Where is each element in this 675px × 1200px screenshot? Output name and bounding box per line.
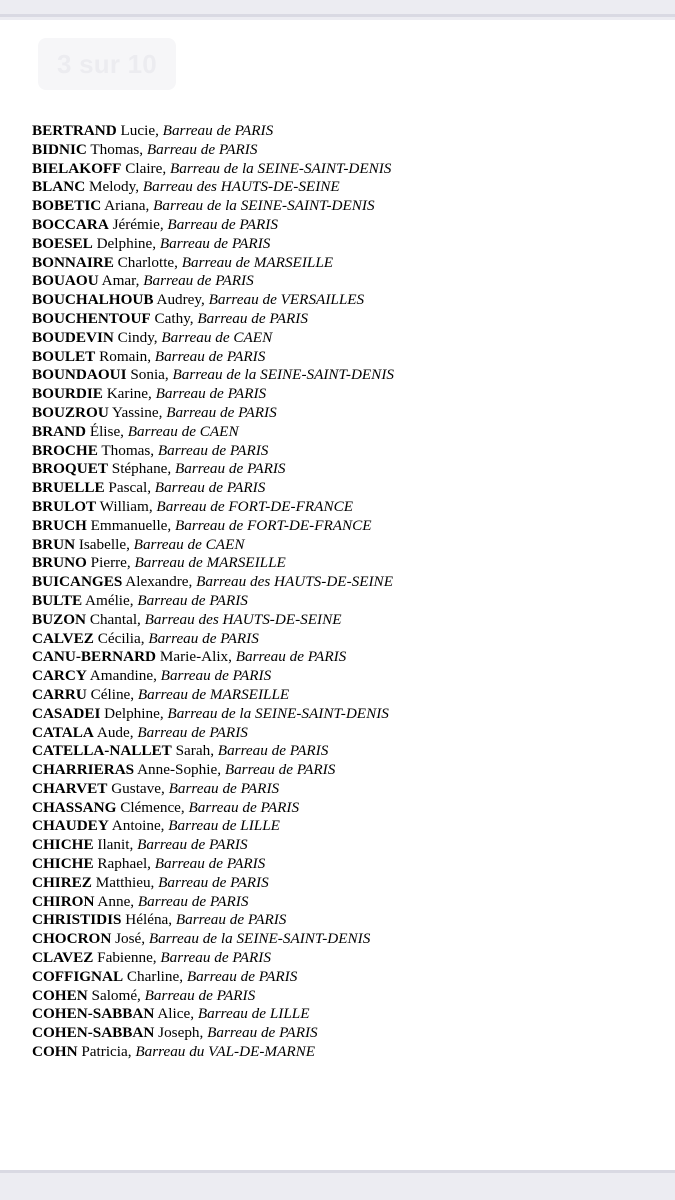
list-item <box>32 799 394 818</box>
entry-bar-association: Barreau de PARIS <box>159 234 271 252</box>
entry-surname: COFFIGNAL <box>32 967 124 985</box>
list-item <box>32 536 394 555</box>
entry-bar-association: Barreau de LILLE <box>168 817 280 835</box>
list-item <box>32 423 394 442</box>
entry-firstname: Delphine, <box>92 234 160 252</box>
entry-firstname: Pierre, <box>86 554 135 572</box>
entry-surname: BUZON <box>32 610 87 628</box>
list-item <box>32 178 394 197</box>
entry-firstname: Ariana, <box>101 197 154 215</box>
entry-bar-association: Barreau de la SEINE-SAINT-DENIS <box>172 366 394 384</box>
list-item <box>32 874 394 893</box>
list-item <box>32 404 394 423</box>
entry-surname: BOUNDAOUI <box>32 366 127 384</box>
entry-bar-association: Barreau de PARIS <box>154 479 266 497</box>
entry-surname: CATALA <box>32 723 94 741</box>
entry-bar-association: Barreau de PARIS <box>175 460 286 478</box>
entry-surname: COHEN-SABBAN <box>32 1024 155 1042</box>
entry-bar-association: Barreau du VAL-DE-MARNE <box>135 1043 316 1061</box>
list-item <box>32 254 394 273</box>
entry-bar-association: Barreau de PARIS <box>166 403 277 421</box>
list-item <box>32 1005 394 1024</box>
entry-firstname: Élise, <box>86 422 128 440</box>
entry-firstname: Claire, <box>121 159 170 177</box>
entry-surname: CHICHE <box>32 836 94 854</box>
entry-bar-association: Barreau de PARIS <box>154 347 266 365</box>
list-item <box>32 742 394 761</box>
entry-firstname: Anne, <box>94 892 138 910</box>
entry-firstname: Yassine, <box>108 403 167 421</box>
list-item <box>32 442 394 461</box>
entry-surname: CHARVET <box>32 779 108 797</box>
entry-surname: CHIRON <box>32 892 95 910</box>
entry-firstname: Amar, <box>98 272 144 290</box>
entry-surname: CHAUDEY <box>32 817 109 835</box>
list-item <box>32 1024 394 1043</box>
list-item <box>32 911 394 930</box>
entry-firstname: Pascal, <box>104 479 155 497</box>
bottom-toolbar-strip <box>0 1170 675 1200</box>
entry-bar-association: Barreau de FORT-DE-FRANCE <box>156 497 353 515</box>
list-item <box>32 141 394 160</box>
list-item <box>32 780 394 799</box>
entry-surname: BRUNO <box>32 554 87 572</box>
entry-surname: BRULOT <box>32 497 97 515</box>
list-item <box>32 987 394 1006</box>
entry-firstname: Ilanit, <box>93 836 138 854</box>
entry-bar-association: Barreau de PARIS <box>137 723 248 741</box>
lawyer-name-list <box>32 122 394 1062</box>
entry-bar-association: Barreau de MARSEILLE <box>137 685 290 703</box>
entry-firstname: Anne-Sophie, <box>134 761 225 779</box>
list-item <box>32 705 394 724</box>
entry-surname: BOUZROU <box>32 403 109 421</box>
list-item <box>32 348 394 367</box>
entry-firstname: William, <box>96 497 157 515</box>
list-item <box>32 930 394 949</box>
entry-bar-association: Barreau de VERSAILLES <box>208 291 365 309</box>
entry-bar-association: Barreau de PARIS <box>160 667 272 685</box>
entry-surname: BIDNIC <box>32 140 87 158</box>
list-item <box>32 216 394 235</box>
entry-surname: BRAND <box>32 422 87 440</box>
entry-firstname: Romain, <box>95 347 155 365</box>
list-item <box>32 893 394 912</box>
entry-firstname: Céline, <box>86 685 138 703</box>
entry-bar-association: Barreau de PARIS <box>137 892 249 910</box>
list-item <box>32 949 394 968</box>
entry-bar-association: Barreau de LILLE <box>197 1005 310 1023</box>
entry-surname: BOUDEVIN <box>32 328 114 346</box>
entry-bar-association: Barreau de PARIS <box>137 836 248 854</box>
list-item <box>32 836 394 855</box>
entry-bar-association: Barreau de CAEN <box>127 422 239 440</box>
entry-bar-association: Barreau de PARIS <box>167 215 278 233</box>
entry-surname: CHARRIERAS <box>32 761 135 779</box>
entry-firstname: Cindy, <box>113 328 162 346</box>
entry-bar-association: Barreau de PARIS <box>160 949 271 967</box>
entry-surname: BULTE <box>32 591 83 609</box>
list-item <box>32 160 394 179</box>
list-item <box>32 197 394 216</box>
entry-firstname: Patricia, <box>77 1043 136 1061</box>
entry-firstname: Fabienne, <box>93 949 161 967</box>
entry-surname: CHIREZ <box>32 873 92 891</box>
entry-bar-association: Barreau de PARIS <box>146 140 258 158</box>
list-item <box>32 648 394 667</box>
entry-firstname: Karine, <box>102 385 156 403</box>
entry-bar-association: Barreau de PARIS <box>217 742 329 760</box>
entry-bar-association: Barreau de la SEINE-SAINT-DENIS <box>169 159 392 177</box>
entry-surname: BOUCHALHOUB <box>32 291 154 309</box>
list-item <box>32 1043 394 1062</box>
entry-bar-association: Barreau de MARSEILLE <box>134 554 286 572</box>
entry-firstname: Alice, <box>154 1005 198 1023</box>
list-item <box>32 310 394 329</box>
entry-bar-association: Barreau de PARIS <box>157 441 269 459</box>
list-item <box>32 554 394 573</box>
list-item <box>32 817 394 836</box>
entry-surname: BOULET <box>32 347 96 365</box>
entry-surname: CATELLA-NALLET <box>32 742 172 760</box>
entry-bar-association: Barreau de PARIS <box>197 309 308 327</box>
list-item <box>32 630 394 649</box>
entry-firstname: Thomas, <box>97 441 158 459</box>
entry-bar-association: Barreau de PARIS <box>162 122 274 139</box>
entry-firstname: Gustave, <box>107 779 169 797</box>
entry-firstname: Joseph, <box>154 1024 208 1042</box>
entry-surname: CHOCRON <box>32 930 112 948</box>
list-item <box>32 235 394 254</box>
entry-firstname: Héléna, <box>121 911 176 929</box>
entry-bar-association: Barreau de FORT-DE-FRANCE <box>175 516 372 534</box>
top-toolbar-strip <box>0 0 675 20</box>
list-item <box>32 761 394 780</box>
entry-bar-association: Barreau de la SEINE-SAINT-DENIS <box>167 704 389 722</box>
entry-surname: BUICANGES <box>32 573 123 591</box>
entry-bar-association: Barreau de CAEN <box>133 535 245 553</box>
entry-firstname: Isabelle, <box>75 535 134 553</box>
entry-surname: CHRISTIDIS <box>32 911 122 929</box>
entry-firstname: Emmanuelle, <box>86 516 176 534</box>
list-item <box>32 667 394 686</box>
entry-firstname: Lucie, <box>116 122 163 139</box>
entry-firstname: Alexandre, <box>122 573 197 591</box>
list-item <box>32 122 394 141</box>
entry-bar-association: Barreau de PARIS <box>137 591 248 609</box>
entry-firstname: Melody, <box>85 178 143 196</box>
entry-surname: BOUCHENTOUF <box>32 309 151 327</box>
entry-firstname: Salomé, <box>87 986 145 1004</box>
entry-bar-association: Barreau de PARIS <box>207 1024 318 1042</box>
entry-firstname: Amélie, <box>82 591 138 609</box>
entry-surname: CHASSANG <box>32 798 117 816</box>
entry-bar-association: Barreau de PARIS <box>143 272 254 290</box>
entry-surname: BOBETIC <box>32 197 102 215</box>
list-item <box>32 724 394 743</box>
entry-surname: CARRU <box>32 685 87 703</box>
entry-firstname: Chantal, <box>86 610 145 628</box>
entry-bar-association: Barreau de PARIS <box>188 798 300 816</box>
entry-surname: COHEN <box>32 986 88 1004</box>
entry-firstname: Matthieu, <box>91 873 159 891</box>
list-item <box>32 573 394 592</box>
entry-surname: BROCHE <box>32 441 98 459</box>
entry-surname: CARCY <box>32 667 87 685</box>
list-item <box>32 385 394 404</box>
entry-firstname: Aude, <box>93 723 138 741</box>
entry-bar-association: Barreau de PARIS <box>175 911 287 929</box>
entry-firstname: José, <box>111 930 149 948</box>
list-item <box>32 366 394 385</box>
entry-surname: BERTRAND <box>32 122 117 139</box>
page-indicator-text: 3 sur 10 <box>57 48 157 79</box>
entry-firstname: Raphael, <box>93 855 155 873</box>
entry-surname: BRUN <box>32 535 76 553</box>
entry-firstname: Clémence, <box>116 798 189 816</box>
entry-surname: CANU-BERNARD <box>32 648 157 666</box>
entry-surname: BOCCARA <box>32 215 109 233</box>
page-indicator-badge <box>38 38 176 90</box>
entry-bar-association: Barreau de PARIS <box>148 629 259 647</box>
entry-surname: BOESEL <box>32 234 93 252</box>
entry-bar-association: Barreau des HAUTS-DE-SEINE <box>144 610 342 628</box>
entry-surname: COHEN-SABBAN <box>32 1005 155 1023</box>
entry-bar-association: Barreau de MARSEILLE <box>181 253 334 271</box>
entry-bar-association: Barreau de PARIS <box>224 761 336 779</box>
entry-surname: BRUELLE <box>32 479 105 497</box>
list-item <box>32 855 394 874</box>
entry-firstname: Antoine, <box>108 817 169 835</box>
entry-bar-association: Barreau de PARIS <box>235 648 347 666</box>
entry-surname: BONNAIRE <box>32 253 114 271</box>
entry-bar-association: Barreau de PARIS <box>168 779 280 797</box>
entry-firstname: Jérémie, <box>108 215 168 233</box>
entry-firstname: Charline, <box>123 967 187 985</box>
top-divider <box>0 14 675 17</box>
entry-firstname: Amandine, <box>86 667 161 685</box>
entry-bar-association: Barreau des HAUTS-DE-SEINE <box>196 573 393 591</box>
list-item <box>32 479 394 498</box>
entry-surname: BOURDIE <box>32 385 103 403</box>
entry-surname: CHICHE <box>32 855 94 873</box>
entry-firstname: Thomas, <box>86 140 147 158</box>
entry-firstname: Cathy, <box>150 309 198 327</box>
list-item <box>32 498 394 517</box>
entry-surname: BIELAKOFF <box>32 159 122 177</box>
list-item <box>32 592 394 611</box>
entry-bar-association: Barreau de PARIS <box>144 986 256 1004</box>
entry-firstname: Sonia, <box>126 366 173 384</box>
entry-surname: BLANC <box>32 178 86 196</box>
list-item <box>32 968 394 987</box>
list-item <box>32 611 394 630</box>
entry-surname: BRUCH <box>32 516 87 534</box>
bottom-divider <box>0 1170 675 1173</box>
list-item <box>32 460 394 479</box>
entry-bar-association: Barreau de la SEINE-SAINT-DENIS <box>153 197 375 215</box>
entry-surname: CLAVEZ <box>32 949 94 967</box>
entry-firstname: Charlotte, <box>113 253 182 271</box>
entry-bar-association: Barreau de PARIS <box>186 967 298 985</box>
list-item <box>32 517 394 536</box>
entry-surname: CALVEZ <box>32 629 94 647</box>
entry-firstname: Delphine, <box>100 704 168 722</box>
entry-bar-association: Barreau de CAEN <box>161 328 273 346</box>
entry-bar-association: Barreau de PARIS <box>154 855 266 873</box>
entry-bar-association: Barreau de la SEINE-SAINT-DENIS <box>148 930 371 948</box>
list-item <box>32 329 394 348</box>
entry-firstname: Sarah, <box>171 742 218 760</box>
entry-firstname: Cécilia, <box>93 629 149 647</box>
entry-surname: CASADEI <box>32 704 101 722</box>
entry-surname: BROQUET <box>32 460 108 478</box>
list-item <box>32 272 394 291</box>
entry-firstname: Marie-Alix, <box>156 648 236 666</box>
entry-bar-association: Barreau de PARIS <box>155 385 267 403</box>
entry-bar-association: Barreau de PARIS <box>158 873 269 891</box>
entry-firstname: Audrey, <box>153 291 209 309</box>
list-item <box>32 291 394 310</box>
list-item <box>32 686 394 705</box>
entry-firstname: Stéphane, <box>107 460 176 478</box>
entry-surname: COHN <box>32 1043 78 1061</box>
entry-surname: BOUAOU <box>32 272 99 290</box>
entry-bar-association: Barreau des HAUTS-DE-SEINE <box>142 178 340 196</box>
